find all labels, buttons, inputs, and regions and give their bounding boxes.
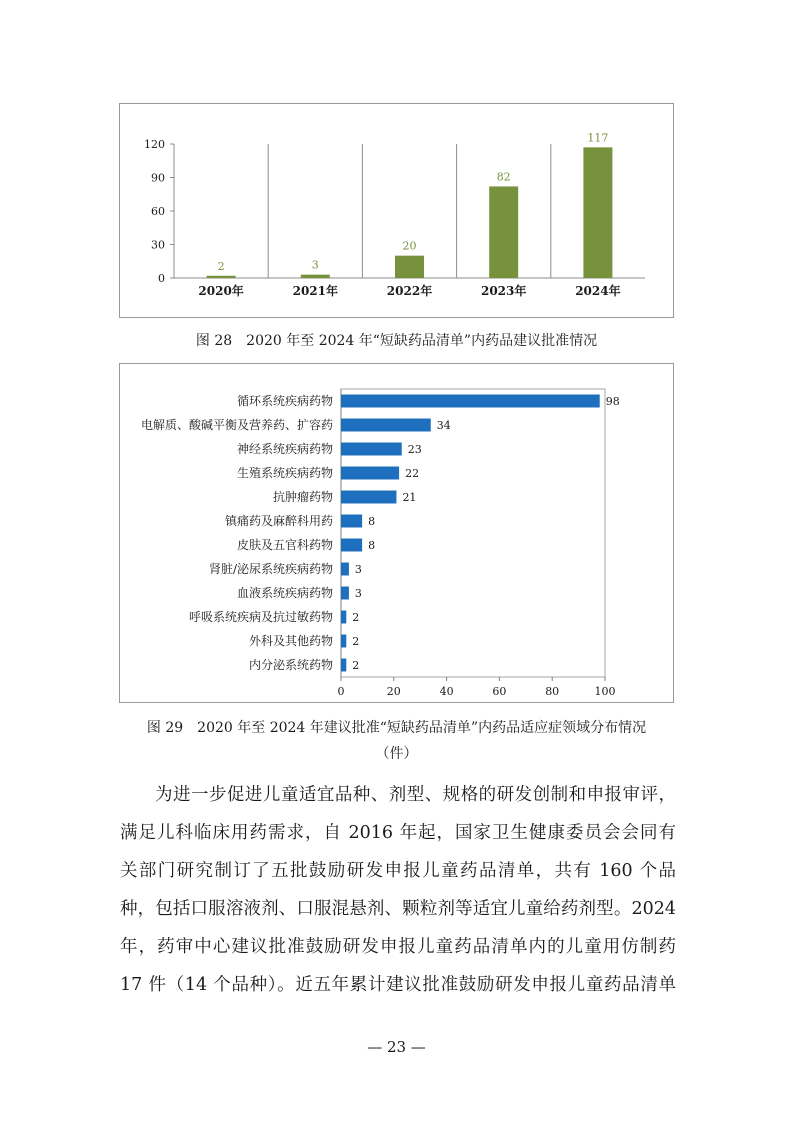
body-line: 年，药审中心建议批准鼓励研发申报儿童药品清单内的儿童用仿制药 [120, 937, 676, 957]
bar [301, 275, 330, 278]
x-tick-label: 60 [492, 685, 507, 698]
data-label: 21 [402, 491, 417, 504]
x-tick-label: 80 [545, 685, 560, 698]
y-tick-label: 90 [151, 171, 165, 185]
figure-29-bar-chart [120, 364, 673, 702]
figure-29-caption-line1: 图 29 2020 年至 2024 年建议批准“短缺药品清单”内药品适应症领域分布情况 [146, 720, 647, 736]
body-line: 满足儿科临床用药需求，自 2016 年起，国家卫生健康委员会会同有 [120, 823, 676, 843]
category-label: 循环系统疾病药物 [236, 394, 333, 408]
data-label: 34 [436, 419, 451, 432]
body-line: 关部门研究制订了五批鼓励研发申报儿童药品清单，共有 160 个品 [120, 861, 676, 881]
data-label: 8 [368, 515, 376, 528]
bar [489, 186, 518, 278]
page-number: — 23 — [367, 1038, 426, 1056]
category-label: 生殖系统疾病药物 [236, 466, 333, 480]
figure-28-bar-chart [120, 104, 673, 317]
bar [341, 611, 346, 624]
data-label: 2 [352, 611, 360, 624]
body-line: 种，包括口服溶液剂、口服混悬剂、颗粒剂等适宜儿童给药剂型。2024 [120, 899, 676, 919]
category-label: 内分泌系统药物 [248, 658, 333, 672]
plot-area-border [341, 389, 605, 677]
data-label: 20 [402, 239, 417, 253]
figure-28-chart-frame [119, 103, 674, 318]
category-label: 电解质、酸碱平衡及营养药、扩容药 [140, 418, 333, 432]
data-label: 22 [405, 467, 420, 480]
category-label: 血液系统疾病药物 [236, 586, 333, 600]
category-label: 外科及其他药物 [248, 634, 333, 648]
figure-28-caption: 图 28 2020 年至 2024 年“短缺药品清单”内药品建议批准情况 [195, 333, 598, 349]
x-tick-label: 2023年 [480, 284, 527, 298]
category-label: 抗肿瘤药物 [272, 490, 333, 504]
bar [207, 276, 236, 278]
bar [341, 563, 349, 576]
bar [395, 256, 424, 278]
data-label: 3 [354, 563, 362, 576]
data-label: 8 [368, 539, 376, 552]
figure-29-chart-frame [119, 363, 674, 703]
x-tick-label: 0 [337, 685, 345, 698]
data-label: 2 [352, 659, 360, 672]
x-tick-label: 40 [439, 685, 454, 698]
data-label: 2 [352, 635, 360, 648]
figure-29-caption-line2: （件） [375, 746, 418, 762]
data-label: 82 [496, 170, 511, 184]
bar [583, 147, 612, 278]
bar [341, 539, 362, 552]
data-label: 3 [311, 258, 319, 272]
category-label: 肾脏/泌尿系统疾病药物 [208, 562, 333, 576]
y-tick-label: 0 [158, 272, 165, 285]
bar [341, 587, 349, 600]
body-line: 17 件（14 个品种）。近五年累计建议批准鼓励研发申报儿童药品清单 [120, 975, 676, 995]
x-tick-label: 20 [386, 685, 401, 698]
data-label: 117 [587, 131, 609, 145]
data-label: 2 [217, 259, 225, 273]
category-label: 皮肤及五官科药物 [236, 538, 333, 552]
y-tick-label: 30 [151, 238, 165, 252]
bar [341, 443, 402, 456]
body-line: 为进一步促进儿童适宜品种、剂型、规格的研发创制和申报审评， [155, 785, 676, 805]
category-label: 神经系统疾病药物 [236, 442, 333, 456]
bar [341, 467, 399, 480]
data-label: 3 [354, 587, 362, 600]
data-label: 98 [605, 395, 620, 408]
body-paragraph [120, 776, 676, 1004]
x-tick-label: 2024年 [575, 284, 621, 298]
category-label: 镇痛药及麻醉科用药 [224, 514, 333, 528]
bar [341, 491, 396, 504]
bar [341, 515, 362, 528]
y-tick-label: 60 [151, 205, 165, 218]
bar [341, 659, 346, 672]
x-tick-label: 2022年 [386, 284, 433, 298]
x-tick-label: 100 [594, 685, 616, 698]
y-tick-label: 120 [144, 138, 165, 151]
bar [341, 635, 346, 648]
bar [341, 395, 600, 408]
category-label: 呼吸系统疾病及抗过敏药物 [188, 610, 333, 624]
bar [341, 419, 431, 432]
x-tick-label: 2021年 [292, 284, 339, 298]
data-label: 23 [407, 443, 422, 456]
x-tick-label: 2020年 [198, 284, 244, 298]
